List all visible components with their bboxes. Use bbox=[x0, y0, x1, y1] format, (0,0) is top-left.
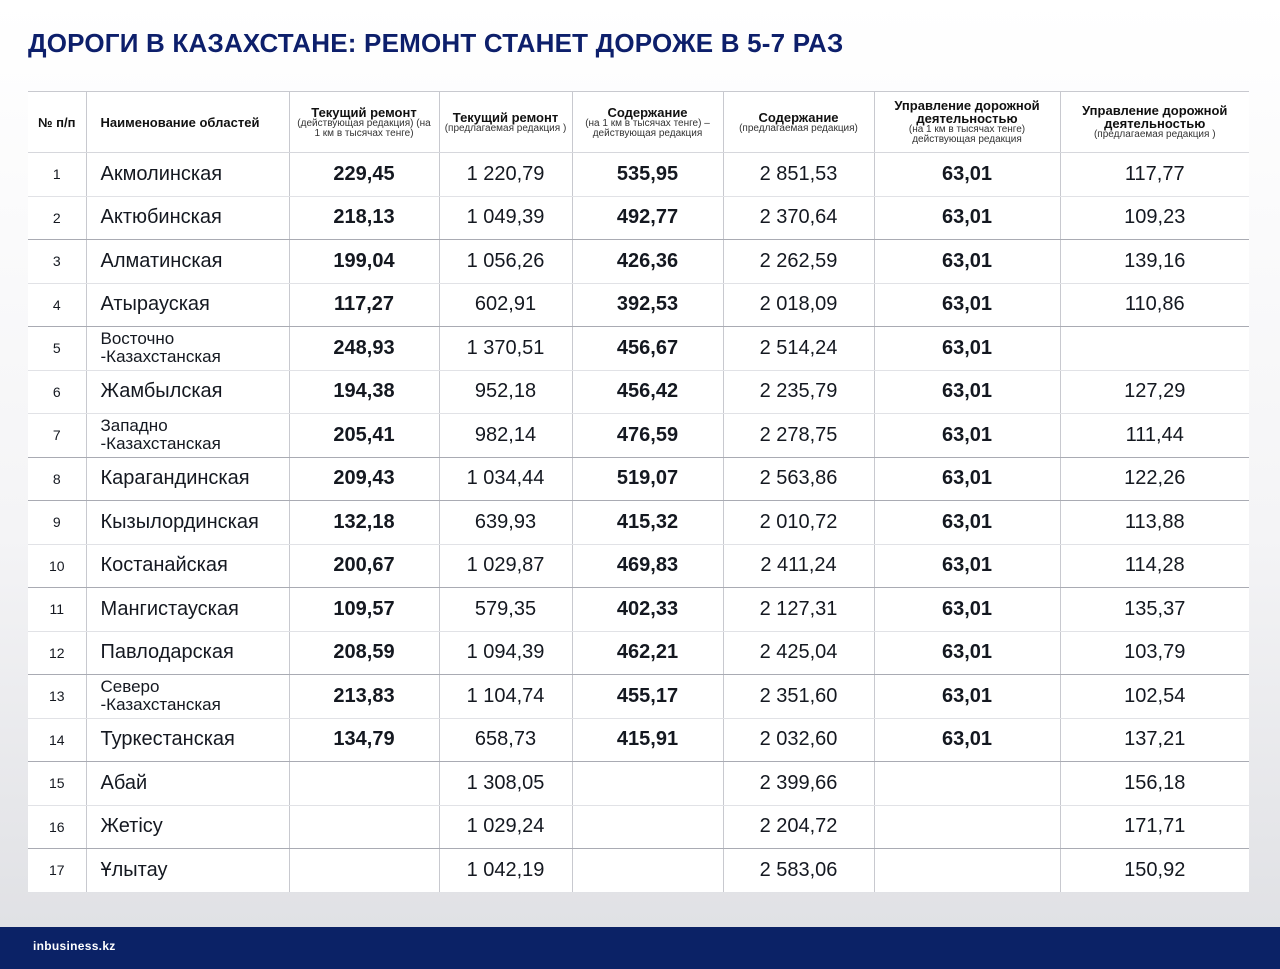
management-existing: 63,01 bbox=[874, 370, 1060, 414]
roads-table-container bbox=[28, 91, 1249, 893]
maintenance-proposed: 2 032,60 bbox=[723, 718, 874, 762]
maintenance-existing: 455,17 bbox=[572, 675, 723, 719]
region-name-line1: Алматинская bbox=[100, 249, 223, 272]
table-row bbox=[28, 675, 1249, 719]
row-number: 14 bbox=[28, 718, 86, 762]
table-row bbox=[28, 327, 1249, 371]
current-repair-existing: 194,38 bbox=[289, 370, 439, 414]
region-name bbox=[86, 805, 289, 849]
maintenance-proposed: 2 351,60 bbox=[723, 675, 874, 719]
maintenance-existing: 476,59 bbox=[572, 414, 723, 458]
management-existing: 63,01 bbox=[874, 327, 1060, 371]
maintenance-proposed: 2 204,72 bbox=[723, 805, 874, 849]
region-name bbox=[86, 631, 289, 675]
management-proposed: 110,86 bbox=[1060, 283, 1249, 327]
region-name bbox=[86, 544, 289, 588]
table-row bbox=[28, 414, 1249, 458]
management-proposed: 156,18 bbox=[1060, 762, 1249, 806]
table-row bbox=[28, 283, 1249, 327]
maintenance-existing bbox=[572, 762, 723, 806]
row-number: 8 bbox=[28, 457, 86, 501]
current-repair-existing: 117,27 bbox=[289, 283, 439, 327]
row-number: 17 bbox=[28, 849, 86, 893]
row-number: 11 bbox=[28, 588, 86, 632]
region-name bbox=[86, 327, 289, 371]
management-proposed: 171,71 bbox=[1060, 805, 1249, 849]
table-row bbox=[28, 849, 1249, 893]
region-name-line1: Северо bbox=[100, 677, 160, 697]
maintenance-proposed: 2 370,64 bbox=[723, 196, 874, 240]
region-name-line1: Карагандинская bbox=[100, 467, 250, 490]
current-repair-existing: 132,18 bbox=[289, 501, 439, 545]
management-existing: 63,01 bbox=[874, 414, 1060, 458]
region-name-line1: Западно bbox=[100, 416, 168, 436]
header-maintenance-existing: Содержание (на 1 км в тысячах тенге) – действующая редакция bbox=[572, 92, 723, 153]
table-row bbox=[28, 153, 1249, 197]
current-repair-existing bbox=[289, 805, 439, 849]
region-name-line1: Кызылординская bbox=[100, 510, 259, 533]
maintenance-proposed: 2 010,72 bbox=[723, 501, 874, 545]
management-proposed: 135,37 bbox=[1060, 588, 1249, 632]
management-existing: 63,01 bbox=[874, 588, 1060, 632]
table-body bbox=[28, 153, 1249, 893]
current-repair-existing: 248,93 bbox=[289, 327, 439, 371]
management-proposed: 114,28 bbox=[1060, 544, 1249, 588]
current-repair-existing: 199,04 bbox=[289, 240, 439, 284]
region-name-line2: -Казахстанская bbox=[100, 695, 221, 715]
region-name-line1: Мангистауская bbox=[100, 597, 239, 620]
region-name-line1: Актюбинская bbox=[100, 206, 222, 229]
management-existing: 63,01 bbox=[874, 544, 1060, 588]
current-repair-proposed: 579,35 bbox=[439, 588, 572, 632]
management-existing bbox=[874, 849, 1060, 893]
current-repair-existing: 134,79 bbox=[289, 718, 439, 762]
table-row bbox=[28, 457, 1249, 501]
maintenance-existing: 415,32 bbox=[572, 501, 723, 545]
header-management-proposed: Управление дорожной деятельностью (предлагаемая редакция ) bbox=[1060, 92, 1249, 153]
management-existing: 63,01 bbox=[874, 196, 1060, 240]
maintenance-proposed: 2 411,24 bbox=[723, 544, 874, 588]
maintenance-existing: 492,77 bbox=[572, 196, 723, 240]
current-repair-proposed: 1 029,24 bbox=[439, 805, 572, 849]
maintenance-existing: 456,67 bbox=[572, 327, 723, 371]
current-repair-existing: 229,45 bbox=[289, 153, 439, 197]
current-repair-proposed: 1 056,26 bbox=[439, 240, 572, 284]
current-repair-proposed: 639,93 bbox=[439, 501, 572, 545]
management-existing: 63,01 bbox=[874, 457, 1060, 501]
row-number: 5 bbox=[28, 327, 86, 371]
table-header-row bbox=[28, 92, 1249, 153]
maintenance-existing: 456,42 bbox=[572, 370, 723, 414]
current-repair-proposed: 1 308,05 bbox=[439, 762, 572, 806]
region-name bbox=[86, 283, 289, 327]
current-repair-existing bbox=[289, 762, 439, 806]
maintenance-proposed: 2 425,04 bbox=[723, 631, 874, 675]
management-proposed: 127,29 bbox=[1060, 370, 1249, 414]
maintenance-proposed: 2 583,06 bbox=[723, 849, 874, 893]
management-proposed: 117,77 bbox=[1060, 153, 1249, 197]
header-number: № п/п bbox=[28, 92, 86, 153]
current-repair-existing: 218,13 bbox=[289, 196, 439, 240]
header-region-name: Наименование областей bbox=[86, 92, 289, 153]
inbusiness-logo: inbusiness.kz bbox=[33, 939, 116, 953]
row-number: 6 bbox=[28, 370, 86, 414]
management-existing bbox=[874, 762, 1060, 806]
page-title: ДОРОГИ В КАЗАХСТАНЕ: РЕМОНТ СТАНЕТ ДОРОЖЕ В 5-7 РАЗ bbox=[28, 28, 844, 58]
region-name-line1: Акмолинская bbox=[100, 162, 223, 185]
maintenance-proposed: 2 235,79 bbox=[723, 370, 874, 414]
region-name-line1: Павлодарская bbox=[100, 641, 234, 664]
management-proposed: 111,44 bbox=[1060, 414, 1249, 458]
header-management-existing: Управление дорожной деятельностью (на 1 км в тысячах тенге) действующая редакция bbox=[874, 92, 1060, 153]
region-name bbox=[86, 675, 289, 719]
management-existing: 63,01 bbox=[874, 283, 1060, 327]
roads-cost-table bbox=[28, 91, 1249, 893]
maintenance-proposed: 2 127,31 bbox=[723, 588, 874, 632]
current-repair-proposed: 982,14 bbox=[439, 414, 572, 458]
current-repair-existing bbox=[289, 849, 439, 893]
maintenance-proposed: 2 851,53 bbox=[723, 153, 874, 197]
region-name-line1: Атырауская bbox=[100, 293, 210, 316]
maintenance-existing: 392,53 bbox=[572, 283, 723, 327]
region-name bbox=[86, 457, 289, 501]
current-repair-existing: 213,83 bbox=[289, 675, 439, 719]
row-number: 15 bbox=[28, 762, 86, 806]
header-current-repair-existing: Текущий ремонт (действующая редакция) (на 1 км в тысячах тенге) bbox=[289, 92, 439, 153]
maintenance-proposed: 2 262,59 bbox=[723, 240, 874, 284]
region-name-line2: -Казахстанская bbox=[100, 434, 221, 454]
maintenance-proposed: 2 018,09 bbox=[723, 283, 874, 327]
current-repair-proposed: 602,91 bbox=[439, 283, 572, 327]
row-number: 16 bbox=[28, 805, 86, 849]
region-name bbox=[86, 501, 289, 545]
region-name-line1: Туркестанская bbox=[100, 728, 235, 751]
management-proposed: 139,16 bbox=[1060, 240, 1249, 284]
maintenance-existing bbox=[572, 849, 723, 893]
current-repair-existing: 200,67 bbox=[289, 544, 439, 588]
region-name bbox=[86, 849, 289, 893]
region-name-line1: Ұлытау bbox=[100, 858, 168, 881]
table-row bbox=[28, 370, 1249, 414]
row-number: 2 bbox=[28, 196, 86, 240]
current-repair-existing: 209,43 bbox=[289, 457, 439, 501]
maintenance-existing: 519,07 bbox=[572, 457, 723, 501]
region-name-line1: Жетісу bbox=[100, 815, 163, 838]
maintenance-existing: 535,95 bbox=[572, 153, 723, 197]
current-repair-proposed: 1 220,79 bbox=[439, 153, 572, 197]
maintenance-existing: 462,21 bbox=[572, 631, 723, 675]
region-name bbox=[86, 370, 289, 414]
current-repair-proposed: 1 094,39 bbox=[439, 631, 572, 675]
region-name-line2: -Казахстанская bbox=[100, 347, 221, 367]
table-row bbox=[28, 501, 1249, 545]
maintenance-proposed: 2 399,66 bbox=[723, 762, 874, 806]
table-row bbox=[28, 718, 1249, 762]
region-name-line1: Жамбылская bbox=[100, 380, 223, 403]
row-number: 13 bbox=[28, 675, 86, 719]
management-proposed: 102,54 bbox=[1060, 675, 1249, 719]
management-existing: 63,01 bbox=[874, 501, 1060, 545]
management-existing: 63,01 bbox=[874, 240, 1060, 284]
maintenance-proposed: 2 563,86 bbox=[723, 457, 874, 501]
row-number: 12 bbox=[28, 631, 86, 675]
table-row bbox=[28, 762, 1249, 806]
header-maintenance-proposed: Содержание (предлагаемая редакция) bbox=[723, 92, 874, 153]
region-name bbox=[86, 762, 289, 806]
management-existing: 63,01 bbox=[874, 675, 1060, 719]
row-number: 10 bbox=[28, 544, 86, 588]
maintenance-existing: 415,91 bbox=[572, 718, 723, 762]
table-row bbox=[28, 805, 1249, 849]
maintenance-existing: 426,36 bbox=[572, 240, 723, 284]
region-name bbox=[86, 196, 289, 240]
maintenance-proposed: 2 278,75 bbox=[723, 414, 874, 458]
header-current-repair-proposed: Текущий ремонт (предлагаемая редакция ) bbox=[439, 92, 572, 153]
region-name bbox=[86, 718, 289, 762]
region-name bbox=[86, 588, 289, 632]
management-proposed: 122,26 bbox=[1060, 457, 1249, 501]
row-number: 4 bbox=[28, 283, 86, 327]
management-existing: 63,01 bbox=[874, 153, 1060, 197]
management-proposed bbox=[1060, 327, 1249, 371]
region-name bbox=[86, 240, 289, 284]
management-proposed: 150,92 bbox=[1060, 849, 1249, 893]
table-row bbox=[28, 544, 1249, 588]
management-proposed: 109,23 bbox=[1060, 196, 1249, 240]
region-name-line1: Восточно bbox=[100, 329, 175, 349]
current-repair-proposed: 1 049,39 bbox=[439, 196, 572, 240]
row-number: 3 bbox=[28, 240, 86, 284]
current-repair-proposed: 952,18 bbox=[439, 370, 572, 414]
region-name bbox=[86, 153, 289, 197]
current-repair-proposed: 1 370,51 bbox=[439, 327, 572, 371]
row-number: 9 bbox=[28, 501, 86, 545]
table-row bbox=[28, 588, 1249, 632]
current-repair-proposed: 1 029,87 bbox=[439, 544, 572, 588]
current-repair-existing: 208,59 bbox=[289, 631, 439, 675]
region-name bbox=[86, 414, 289, 458]
current-repair-proposed: 1 042,19 bbox=[439, 849, 572, 893]
management-existing bbox=[874, 805, 1060, 849]
maintenance-existing: 469,83 bbox=[572, 544, 723, 588]
row-number: 1 bbox=[28, 153, 86, 197]
maintenance-proposed: 2 514,24 bbox=[723, 327, 874, 371]
table-row bbox=[28, 240, 1249, 284]
region-name-line1: Костанайская bbox=[100, 554, 228, 577]
management-proposed: 137,21 bbox=[1060, 718, 1249, 762]
management-proposed: 113,88 bbox=[1060, 501, 1249, 545]
management-existing: 63,01 bbox=[874, 631, 1060, 675]
current-repair-existing: 205,41 bbox=[289, 414, 439, 458]
current-repair-proposed: 658,73 bbox=[439, 718, 572, 762]
maintenance-existing bbox=[572, 805, 723, 849]
table-row bbox=[28, 196, 1249, 240]
management-existing: 63,01 bbox=[874, 718, 1060, 762]
table-row bbox=[28, 631, 1249, 675]
row-number: 7 bbox=[28, 414, 86, 458]
management-proposed: 103,79 bbox=[1060, 631, 1249, 675]
region-name-line1: Абай bbox=[100, 771, 148, 794]
current-repair-proposed: 1 104,74 bbox=[439, 675, 572, 719]
current-repair-proposed: 1 034,44 bbox=[439, 457, 572, 501]
footer-bar bbox=[0, 927, 1280, 969]
current-repair-existing: 109,57 bbox=[289, 588, 439, 632]
maintenance-existing: 402,33 bbox=[572, 588, 723, 632]
